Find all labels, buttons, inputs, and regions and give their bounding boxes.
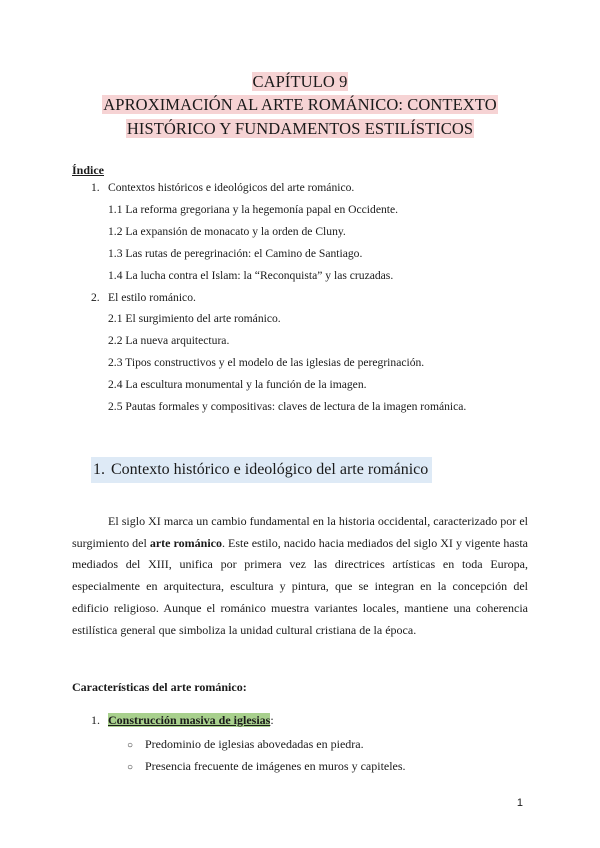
page-number: 1 <box>516 797 523 809</box>
toc-item: 2.2 La nueva arquitectura. <box>108 334 230 347</box>
toc-item: 2.5 Pautas formales y compositivas: claves de lectura de la imagen románica. <box>108 400 467 413</box>
toc-item: 1.4 La lucha contra el Islam: la “Reconquista” y las cruzadas. <box>108 269 394 282</box>
characteristics-heading: Características del arte románico: <box>72 680 247 694</box>
toc-item: 1. Contextos históricos e ideológicos del arte románico. <box>91 181 355 194</box>
toc-item: 1.2 La expansión de monacato y la orden de Cluny. <box>108 225 346 238</box>
toc-item: 1.1 La reforma gregoriana y la hegemonía papal en Occidente. <box>108 203 399 216</box>
chapter-title-line-2: APROXIMACIÓN AL ARTE ROMÁNICO: CONTEXTO <box>103 95 497 114</box>
toc-item: 2.3 Tipos constructivos y el modelo de las iglesias de peregrinación. <box>108 356 425 369</box>
toc-item: 2. El estilo románico. <box>91 291 196 304</box>
bold-term: arte románico <box>149 535 222 550</box>
toc-item: 2.1 El surgimiento del arte románico. <box>108 312 281 325</box>
numbered-list-item: 1. Construcción masiva de iglesias: <box>91 713 274 727</box>
toc-item: 1.3 Las rutas de peregrinación: el Camino de Santiago. <box>108 247 363 260</box>
body-paragraph: El siglo XI marca un cambio fundamental en la historia occidental, caracterizado por el surgimiento del arte románico. Este estilo, nacido hacia mediados del siglo XI y vigente hasta mediados del XIII, unifica por primera vez las directrices artísticas en toda Europa, especialmente en arquitectura, escultura y pintura, que se integran en la concepción del edificio religioso. Aunque el románico muestra variantes locales, mantiene una coherencia estilística general que simboliza la unidad cultural cristiana de la época. <box>72 514 529 637</box>
highlighted-term: Construcción masiva de iglesias <box>108 713 271 727</box>
bullet-item: ○ Predominio de iglesias abovedadas en piedra. <box>127 737 364 751</box>
circle-bullet-icon: ○ <box>127 762 134 773</box>
chapter-title-line-3: HISTÓRICO Y FUNDAMENTOS ESTILÍSTICOS <box>126 119 474 138</box>
toc-item: 2.4 La escultura monumental y la función de la imagen. <box>108 378 367 391</box>
chapter-title-line-1: CAPÍTULO 9 <box>252 72 348 91</box>
bullet-item: ○ Presencia frecuente de imágenes en muros y capiteles. <box>127 759 406 773</box>
circle-bullet-icon: ○ <box>127 740 134 751</box>
index-heading: Índice <box>72 163 105 177</box>
section-heading: 1. Contexto histórico e ideológico del arte románico <box>91 457 432 483</box>
